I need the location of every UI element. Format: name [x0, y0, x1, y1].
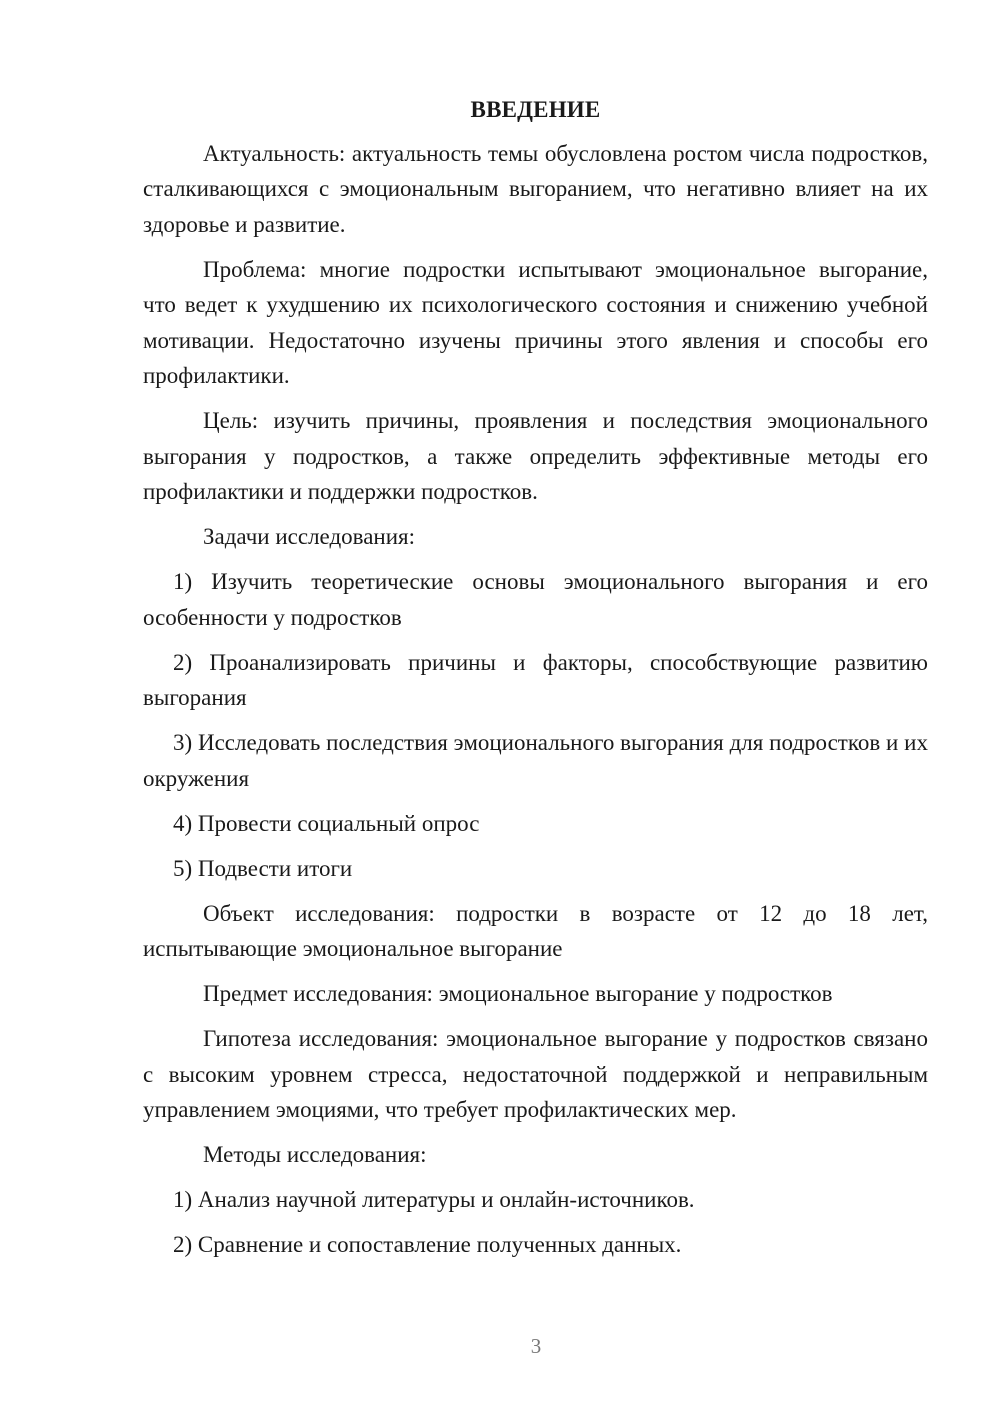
paragraph-relevance: Актуальность: актуальность темы обусловлена ростом числа подростков, сталкивающихся с эмоциональным выгоранием, что негативно влияет на их здоровье и развитие. [143, 140, 928, 237]
list-item-task-2: 2) Проанализировать причины и факторы, способствующие развитию выгорания [143, 649, 928, 710]
list-item-task-1: 1) Изучить теоретические основы эмоционального выгорания и его особенности у подростков [143, 569, 928, 630]
paragraph-goal: Цель: изучить причины, проявления и последствия эмоционального выгорания у подростков, а также определить эффективные методы его профилактики и поддержки подростков. [143, 408, 928, 504]
paragraph-problem: Проблема: многие подростки испытывают эмоциональное выгорание, что ведет к ухудшению их психологического состояния и снижению учебной мотивации. Недостаточно изучены причины этого явления и способы его профилактики. [143, 256, 928, 388]
list-item-method-1: 1) Анализ научной литературы и онлайн-источников. [173, 1187, 695, 1212]
list-item-task-4: 4) Провести социальный опрос [173, 810, 480, 836]
list-item-method-2: 2) Сравнение и сопоставление полученных данных. [173, 1232, 682, 1257]
page-number: 3 [530, 1334, 542, 1358]
paragraph-tasks-heading: Задачи исследования: [203, 524, 416, 549]
paragraph-hypothesis: Гипотеза исследования: эмоциональное выгорание у подростков связано с высоким уровнем стресса, недостаточной поддержкой и неправильным управлением эмоциями, что требует профилактических мер. [143, 1026, 928, 1122]
paragraph-methods-heading: Методы исследования: [203, 1142, 427, 1167]
paragraph-subject: Предмет исследования: эмоциональное выгорание у подростков [203, 981, 833, 1006]
list-item-task-5: 5) Подвести итоги [173, 855, 353, 881]
section-title: ВВЕДЕНИЕ [470, 97, 601, 122]
page-content [143, 92, 928, 1272]
list-item-task-3: 3) Исследовать последствия эмоционального выгорания для подростков и их окружения [143, 730, 928, 791]
paragraph-object: Объект исследования: подростки в возрасте от 12 до 18 лет, испытывающие эмоциональное выгорание [143, 900, 928, 961]
